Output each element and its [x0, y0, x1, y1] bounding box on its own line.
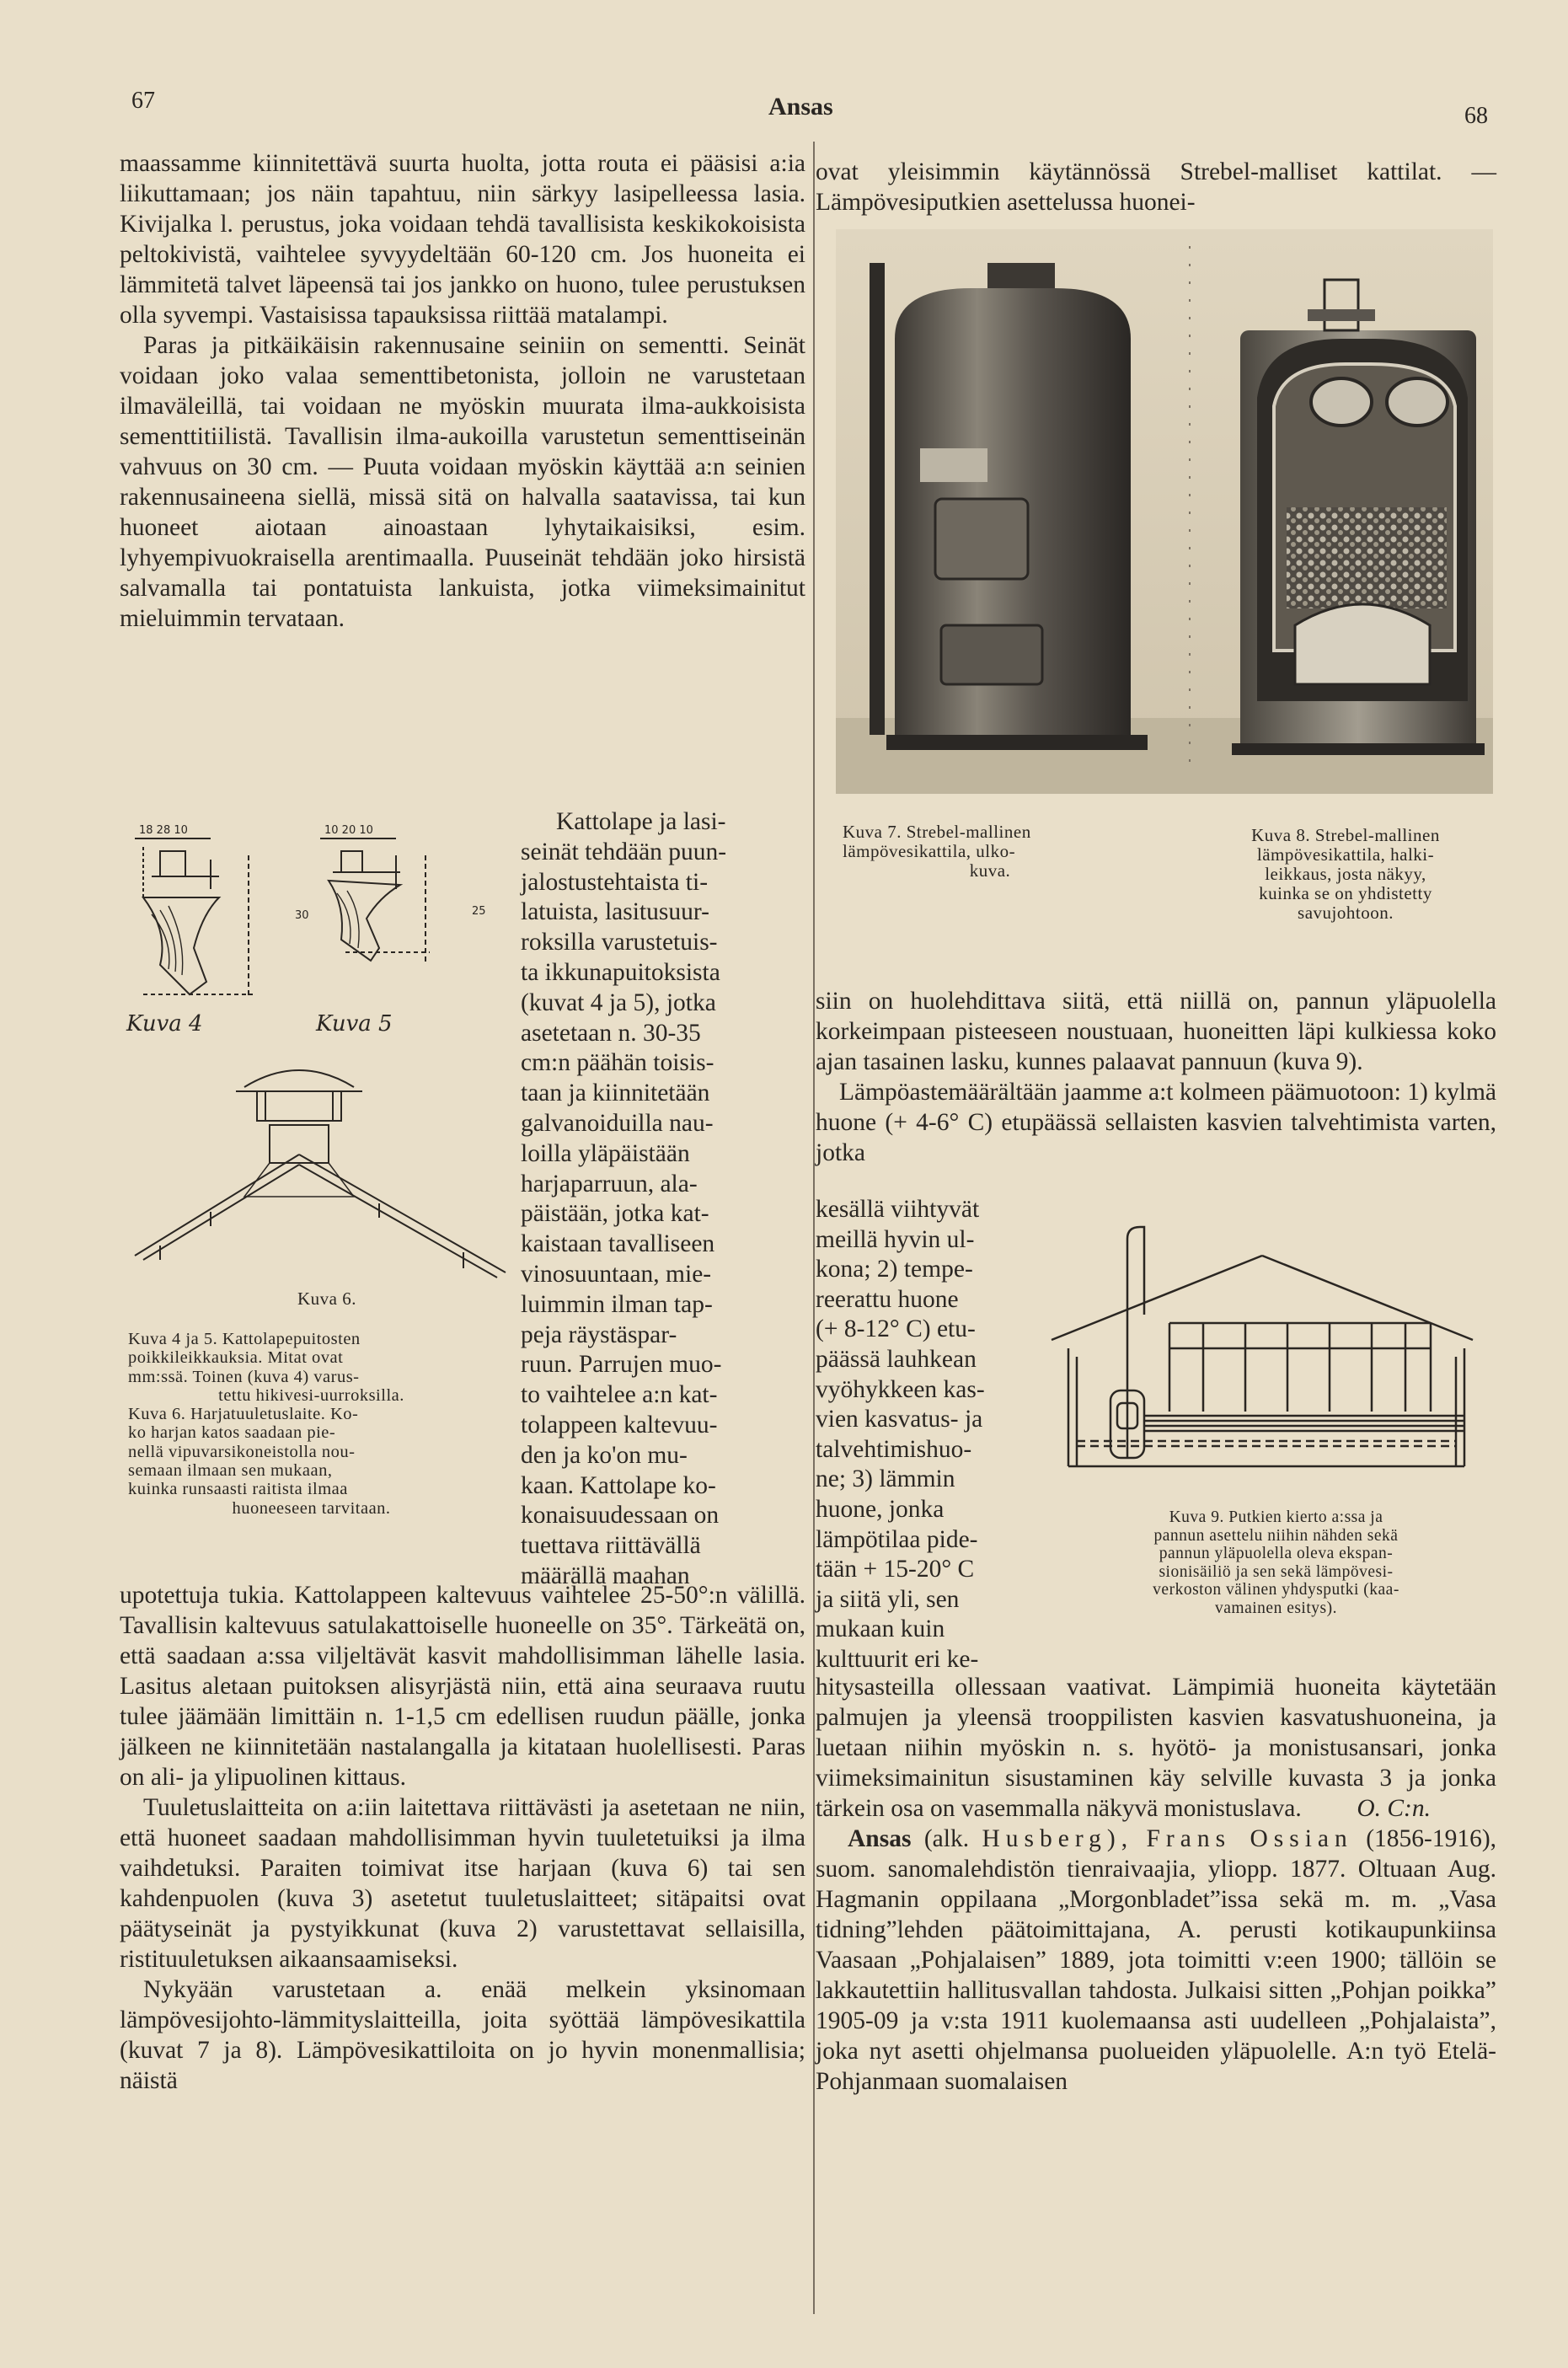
caption-line: kuva. — [969, 860, 1011, 881]
page-number-right: 68 — [1464, 103, 1488, 129]
text-line: päässä lauhkean — [816, 1345, 977, 1373]
caption-line: mm:ssä. Toinen (kuva 4) varus- — [128, 1367, 360, 1386]
entry-name-1: Husberg), — [982, 1825, 1134, 1852]
text-line: vyöhykkeen kas- — [816, 1375, 985, 1403]
caption-line: nellä vipuvarsikoneistolla nou- — [128, 1442, 356, 1461]
caption-line: savujohtoon. — [1298, 903, 1394, 923]
caption-line: lämpövesikattila, ulko- — [843, 841, 1016, 861]
text-line: den ja ko'on mu- — [521, 1441, 688, 1469]
caption-line: huoneeseen tarvitaan. — [232, 1498, 391, 1518]
figure-4-5-6-caption — [128, 1330, 495, 1518]
text-line: ne; 3) lämmin — [816, 1465, 955, 1493]
text-line: päistään, jotka kat- — [521, 1200, 709, 1228]
caption-line: Kuva 6. Harjatuuletuslaite. Ko- — [128, 1405, 359, 1424]
text-line: cm:n päähän toisis- — [521, 1049, 714, 1077]
figure-7-caption — [843, 822, 1137, 881]
text-line: asetetaan n. 30-35 — [521, 1019, 701, 1047]
text-line: jalostustehtaista ti- — [521, 868, 709, 896]
text-line: meillä hyvin ul- — [816, 1225, 975, 1253]
text-line: ta ikkunapuitoksista — [521, 958, 720, 986]
text-line: Kattolape ja lasi- — [556, 808, 726, 835]
text-line: tään + 15-20° C — [816, 1556, 975, 1583]
left-column-bottom-text — [120, 1580, 805, 2096]
figure-6-caption: Kuva 6. — [297, 1288, 356, 1309]
text-line: harjaparruun, ala- — [521, 1170, 698, 1197]
right-column-top-text — [816, 157, 1496, 217]
figure-4-5-cross-sections — [126, 822, 497, 1041]
right-column-bottom-text — [816, 1672, 1496, 2097]
text-line: konaisuudessaan on — [521, 1502, 720, 1530]
caption-line: tettu hikivesi-uurroksilla. — [218, 1385, 404, 1405]
caption-line: verkoston välinen yhdysputki (kaa- — [1153, 1581, 1399, 1599]
entry-prefix: (alk. — [923, 1825, 970, 1852]
paragraph: Paras ja pitkäikäisin rakennusaine seiniin on sementti. Seinät voidaan joko valaa sementtibetonista, jolloin ne varustetaan ilmaväleillä, tai voidaan ne myöskin muurata ilma-aukkoisista sementtitiilistä. Tavallisin ilma-aukoilla varustetun sementtiseinän vahvuus on 30 cm. — Puuta voidaan myöskin käyttää a:n seinien rakennusaineena siellä, missä sitä on halvalla saatavissa, tai kun huoneet aiotaan ainoastaan lyhytaikaisiksi, esim. lyhyempivuokraisella arentimaalla. Puuseinät tehdään joko hirsistä salvamalla tai pontatuista lankuista, jotka viimeksimainitut mieluimmin tervataan. — [120, 332, 805, 632]
page-number-left: 67 — [131, 88, 155, 114]
text-line: latuista, lasitusuur- — [521, 898, 709, 926]
text-line: kulttuurit eri ke- — [816, 1645, 979, 1673]
paragraph: hitysasteilla ollessaan vaativat. Lämpimiä huoneita käytetään palmujen ja yleensä trooppilisten kasvien kasvatushuoneina, ja luetaan niihin myöskin n. s. hyötö- ja monistusansari, jonka viimeksimainitun sisustaminen käy selville kuvasta 3 ja jonka tärkein osa on vasemmalla näkyvä monistuslava. — [816, 1674, 1496, 1822]
paragraph: ovat yleisimmin käytännössä Strebel-malliset kattilat. — Lämpövesiputkien asettelussa huonei- — [816, 158, 1496, 216]
paragraph: Tuuletuslaitteita on a:iin laitettava riittävästi ja asetetaan ne niin, että huoneet saadaan mahdollisimman hyvin tuuletetuiksi ja ilma vaihdetuksi. Paraiten toimivat itse harjaan (kuva 6) tai sen kahdenpuolen (kuva 3) asetetut tuuletuslaitteet; sitäpaitsi ovat päätyseinät ja pystyikkunat (kuva 2) varustettavat sellaisilla, ristituuletuksen aikaansaamiseksi. — [120, 1794, 805, 1973]
text-line: kaistaan tavalliseen — [521, 1230, 715, 1258]
dimension-label: 30 — [295, 909, 309, 922]
paragraph: Lämpöastemäärältään jaamme a:t kolmeen päämuotoon: 1) kylmä huone (+ 4-6° C) etupäässä sellaisten kasvien talvehtimista varten, jotka — [816, 1079, 1496, 1166]
caption-line: Kuva 4 ja 5. Kattolapepuitosten — [128, 1330, 361, 1348]
left-narrow-text — [521, 807, 807, 1592]
text-line: taan ja kiinnitetään — [521, 1080, 710, 1107]
caption-line: leikkaus, josta näkyy, — [1265, 864, 1426, 884]
text-line: kaan. Kattolape ko- — [521, 1471, 716, 1499]
text-line: kesällä viihtyvät — [816, 1196, 980, 1223]
figure-6-ridge-ventilator — [126, 1053, 514, 1281]
text-line: huone, jonka — [816, 1495, 945, 1523]
text-line: talvehtimishuo- — [816, 1435, 972, 1463]
caption-line: sionisäiliö ja sen sekä lämpövesi- — [1159, 1562, 1394, 1581]
figure-7-8-boiler-photograph — [836, 229, 1493, 794]
entry-body: (1856-1916), suom. sanomalehdistön tienraivaajia, yliopp. 1877. Oltuaan Aug. Hagmanin oppilaana „Morgonbladet”issa sekä m. m. „Vasa tidning”lehden päätoimittajana, A. perusti kotikaupunkiinsa Vaasaan „Pohjalaisen” 1889, jota toimitti v:een 1900; tällöin se lakkautettiin hallitusvallan tahdosta. Julkaisi sitten „Pohjan poikka” 1905-09 ja v:sta 1911 kuolemaansa asti uudelleen „Pohjalaista”, joka nyt asetti ohjelmansa puolueiden yläpuolelle. A:n työ Etelä-Pohjanmaan suomalaisen — [816, 1825, 1497, 2095]
left-column-top-text — [120, 148, 805, 634]
encyclopedia-entry — [816, 1824, 1496, 2097]
caption-line: Kuva 7. Strebel-mallinen — [843, 822, 1031, 842]
caption-line: vamainen esitys). — [1215, 1599, 1337, 1617]
figure-9-caption — [1063, 1508, 1489, 1617]
text-line: määrällä maahan — [521, 1562, 690, 1589]
text-line: to vaihtelee a:n kat- — [521, 1381, 718, 1409]
figure-9-pipe-circulation-diagram — [1043, 1222, 1498, 1496]
caption-line: kuinka se on yhdistetty — [1259, 883, 1432, 903]
caption-line: kuinka runsaasti raitista ilmaa — [128, 1480, 348, 1499]
text-line: tolappeen kaltevuu- — [521, 1411, 718, 1438]
caption-line: pannun asettelu niihin nähden sekä — [1153, 1526, 1399, 1545]
figure-8-caption — [1190, 826, 1501, 923]
paragraph: maassamme kiinnitettävä suurta huolta, jotta routa ei pääsisi a:ia liikuttamaan; jos näin tapahtuu, niin särkyy lasipelleessa lasia. Kivijalka l. perustus, joka voidaan tehdä tavallisista keskikokoisista peltokivistä, vaihtelee syvyydeltään 60-120 cm. Jos huoneita ei lämmitetä talvet läpeensä tai jos jankko on huono, tulee perustuksen olla syvempi. Vastaisissa tapauksissa riittää matalampi. — [120, 150, 805, 329]
entry-name-2: Frans Ossian — [1146, 1825, 1353, 1852]
figure-5-label: Kuva 5 — [316, 1011, 393, 1037]
paragraph: siin on huolehdittava siitä, että niillä on, pannun yläpuolella korkeimpaan pisteeseen noustuaan, huoneitten läpi kulkiessa koko ajan tasainen lasku, kunnes palaavat pannuun (kuva 9). — [816, 988, 1496, 1075]
text-line: peja räystäspar- — [521, 1321, 677, 1348]
right-column-middle-text — [816, 986, 1496, 1168]
caption-line: poikkileikkauksia. Mitat ovat — [128, 1348, 344, 1368]
caption-line: ko harjan katos saadaan pie- — [128, 1423, 336, 1443]
text-line: mukaan kuin — [816, 1615, 945, 1643]
text-line: lämpötilaa pide- — [816, 1525, 978, 1553]
column-rule — [813, 142, 815, 2314]
text-line: (+ 8-12° C) etu- — [816, 1315, 976, 1343]
text-line: vien kasvatus- ja — [816, 1406, 983, 1433]
entry-headword: Ansas — [848, 1825, 912, 1852]
right-narrow-text — [816, 1195, 1041, 1675]
text-line: roksilla varustetuis- — [521, 929, 718, 956]
paragraph: upotettuja tukia. Kattolappeen kaltevuus vaihtelee 25-50°:n välillä. Tavallisin kaltevuus satulakattoiselle huoneelle on 35°. Tärkeätä on, että saadaan a:ssa viljeltävät kasvit mahdollisimman lähelle lasia. Lasitus aletaan puitoksen alisyrjästä niin, että aina seuraava ruutu tulee jäämään limittäin n. 1-1,5 cm edellisen ruudun päälle, jonka jälkeen ne kiinnitetään nastalangalla ja kitataan huolellisesti. Paras on ali- ja ylipuolinen kittaus. — [120, 1582, 805, 1791]
paragraph: Nykyään varustetaan a. enää melkein yksinomaan lämpövesijohto-lämmityslaitteilla, joita syöttää lämpövesikattila (kuvat 7 ja 8). Lämpövesikattiloita on jo hyvin monenmallisia; näistä — [120, 1976, 805, 2094]
text-line: galvanoiduilla nau- — [521, 1109, 714, 1137]
caption-line: semaan ilmaan sen mukaan, — [128, 1461, 333, 1481]
text-line: reerattu huone — [816, 1285, 959, 1313]
page-title: Ansas — [768, 93, 833, 121]
caption-line: pannun yläpuolella oleva ekspan- — [1159, 1545, 1394, 1562]
text-line: tuettava riittävällä — [521, 1532, 701, 1560]
text-line: seinät tehdään puun- — [521, 838, 727, 865]
text-line: luimmin ilman tap- — [521, 1290, 713, 1318]
caption-line: Kuva 9. Putkien kierto a:ssa ja — [1169, 1508, 1383, 1526]
dimension-label: 10 20 10 — [324, 824, 373, 837]
text-line: ruun. Parrujen muo- — [521, 1351, 722, 1379]
text-line: kona; 2) tempe- — [816, 1256, 973, 1283]
dimension-label: 18 28 10 — [139, 824, 188, 837]
caption-line: Kuva 8. Strebel-mallinen — [1251, 825, 1440, 845]
text-line: (kuvat 4 ja 5), jotka — [521, 988, 716, 1016]
figure-4-label: Kuva 4 — [126, 1011, 203, 1037]
text-line: loilla yläpäistään — [521, 1139, 690, 1167]
text-line: vinosuuntaan, mie- — [521, 1260, 712, 1288]
signature-text: O. C:n. — [1357, 1795, 1431, 1822]
text-line: ja siitä yli, sen — [816, 1585, 960, 1613]
caption-line: lämpövesikattila, halki- — [1256, 844, 1435, 865]
dimension-label: 25 — [472, 905, 486, 918]
